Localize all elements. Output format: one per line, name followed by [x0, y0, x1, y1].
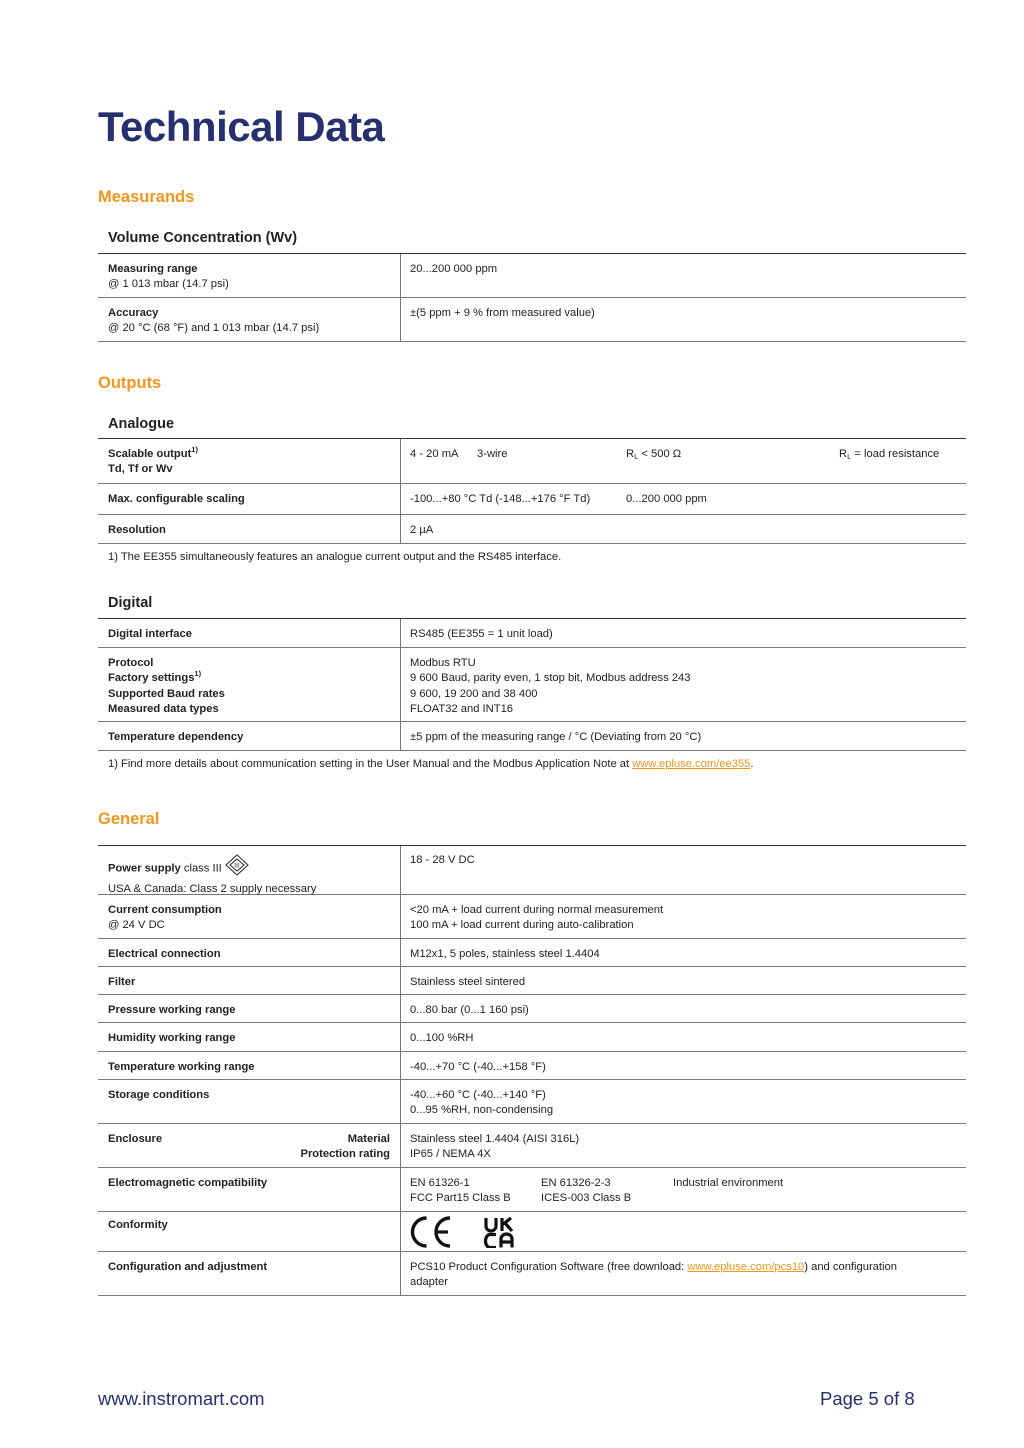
table-row-measuring-range [98, 254, 966, 298]
row-label: Humidity working range [108, 1032, 236, 1044]
row-value: 0...80 bar (0...1 160 psi) [410, 1004, 529, 1016]
table-row-storage-conditions [98, 1080, 966, 1124]
table-row-conformity [98, 1212, 966, 1252]
row-value: Stainless steel 1.4404 (AISI 316L) [410, 1133, 580, 1145]
table-row-emc [98, 1168, 966, 1212]
power-class-text: class III [180, 862, 222, 875]
table-row-pressure-range [98, 995, 966, 1023]
emc-standard: ICES-003 Class B [541, 1192, 632, 1205]
digital-footnote: 1) Find more details about communication setting in the User Manual and the Modbus Application Note at www.epluse.com/ee355. [108, 758, 754, 770]
table-row-max-scaling [98, 484, 966, 515]
row-label: Resolution [108, 524, 166, 536]
table-row-temperature-dependency [98, 722, 966, 751]
row-value: FLOAT32 and INT16 [410, 703, 514, 716]
row-value: adapter [410, 1276, 448, 1289]
analogue-subheading: Analogue [108, 416, 175, 432]
row-label: Enclosure [108, 1133, 163, 1145]
svg-text:III: III [234, 862, 240, 870]
table-row-digital-interface [98, 619, 966, 648]
row-label: Electrical connection [108, 948, 221, 960]
row-label: Electromagnetic compatibility [108, 1177, 268, 1189]
row-label: Configuration and adjustment [108, 1261, 268, 1273]
row-value: IP65 / NEMA 4X [410, 1148, 491, 1161]
table-row-protocol [98, 648, 966, 722]
digital-subheading: Digital [108, 595, 153, 611]
emc-standard: FCC Part15 Class B [410, 1192, 511, 1205]
row-value: 0...100 %RH [410, 1032, 474, 1044]
row-label: Digital interface [108, 628, 192, 640]
row-label: Protocol [108, 657, 154, 669]
row-value: 18 - 28 V DC [410, 854, 475, 866]
row-label: Measuring range [108, 263, 198, 275]
row-value: ±(5 ppm + 9 % from measured value) [410, 307, 595, 319]
ce-mark-icon [410, 1216, 454, 1253]
analogue-footnote: 1) The EE355 simultaneously features an analogue current output and the RS485 interface. [108, 551, 562, 563]
row-value: 9 600 Baud, parity even, 1 stop bit, Modbus address 243 [410, 672, 691, 685]
row-value: 2 µA [410, 524, 434, 536]
table-row-humidity-range [98, 1023, 966, 1052]
general-heading: General [98, 810, 160, 828]
row-value: 0...95 %RH, non-condensing [410, 1104, 554, 1117]
load-resistance-note: $R_L$ = load resistance [839, 448, 940, 461]
outputs-heading: Outputs [98, 374, 162, 392]
enclosure-protection-label: Protection rating [300, 1148, 390, 1161]
volume-concentration-subheading: Volume Concentration (Wv) [108, 230, 298, 246]
measurands-heading: Measurands [98, 188, 195, 206]
row-label: Max. configurable scaling [108, 493, 245, 505]
table-row-filter [98, 967, 966, 995]
table-row-configuration: Configuration and adjustment PCS10 Product Configuration Software (free download: www.epluse.com/pcs10) and configuration adapter [98, 1252, 966, 1296]
footer-page-number: Page 5 of 8 [820, 1388, 915, 1409]
row-label: Supported Baud rates [108, 687, 225, 700]
footer-website[interactable]: www.instromart.com [98, 1388, 265, 1409]
table-row-temperature-range [98, 1052, 966, 1080]
footnote-marker: 1) [194, 669, 202, 679]
row-label: Pressure working range [108, 1004, 236, 1016]
table-row-enclosure [98, 1124, 966, 1168]
emc-standard: EN 61326-1 [410, 1177, 470, 1189]
scaling-concentration: 0...200 000 ppm [626, 493, 707, 505]
scaling-temperature: -100...+80 °C Td (-148...+176 °F Td) [410, 493, 591, 505]
ee355-link[interactable]: www.epluse.com/ee355 [632, 758, 751, 770]
load-resistance-limit: $R_L < 500$ Ω [626, 448, 682, 461]
row-value: 20...200 000 ppm [410, 263, 498, 275]
page-title: Technical Data [98, 103, 385, 150]
row-value: -40...+70 °C (-40...+158 °F) [410, 1061, 546, 1073]
row-sublabel: USA & Canada: Class 2 supply necessary [108, 883, 317, 896]
ukca-mark-icon [483, 1216, 517, 1253]
table-row-power-supply [98, 846, 966, 895]
row-value: -40...+60 °C (-40...+140 °F) [410, 1089, 546, 1101]
pcs10-link[interactable]: www.epluse.com/pcs10 [687, 1261, 805, 1273]
row-label: Temperature working range [108, 1061, 255, 1073]
row-label: Accuracy [108, 307, 159, 319]
row-value: Stainless steel sintered [410, 976, 526, 988]
row-label: Temperature dependency [108, 731, 244, 743]
emc-standard: EN 61326-2-3 [541, 1177, 611, 1189]
row-label: Power supply [108, 862, 181, 875]
footnote-marker: 1) [191, 445, 198, 454]
emc-environment: Industrial environment [673, 1177, 784, 1189]
table-row-electrical-connection [98, 939, 966, 967]
row-value: RS485 (EE355 = 1 unit load) [410, 628, 553, 640]
row-value: 9 600, 19 200 and 38 400 [410, 687, 538, 700]
row-value: Modbus RTU [410, 657, 476, 669]
protection-class-iii-icon [225, 854, 249, 881]
enclosure-material-label: Material [347, 1133, 390, 1145]
table-row-scalable-output [98, 439, 966, 484]
row-label: Current consumption [108, 904, 222, 916]
table-row-accuracy [98, 298, 966, 342]
row-label: Factory settings [108, 672, 195, 685]
row-value: ±5 ppm of the measuring range / °C (Deviating from 20 °C) [410, 731, 702, 743]
row-label: Scalable output [108, 448, 192, 460]
row-label: Storage conditions [108, 1089, 210, 1101]
row-sublabel: @ 24 V DC [108, 919, 165, 932]
table-row-resolution [98, 515, 966, 544]
row-value: <20 mA + load current during normal measurement [410, 904, 664, 916]
row-value: 100 mA + load current during auto-calibration [410, 919, 634, 932]
row-label: Conformity [108, 1219, 168, 1231]
output-wiring: 3-wire [477, 448, 508, 460]
output-current: 4 - 20 mA [410, 448, 459, 460]
row-value: M12x1, 5 poles, stainless steel 1.4404 [410, 948, 600, 960]
row-sublabel: Td, Tf or Wv [108, 463, 173, 476]
row-sublabel: @ 1 013 mbar (14.7 psi) [108, 278, 229, 291]
row-sublabel: @ 20 °C (68 °F) and 1 013 mbar (14.7 psi) [108, 322, 320, 335]
table-row-current-consumption [98, 895, 966, 939]
row-label: Filter [108, 976, 136, 988]
row-label: Measured data types [108, 703, 219, 716]
